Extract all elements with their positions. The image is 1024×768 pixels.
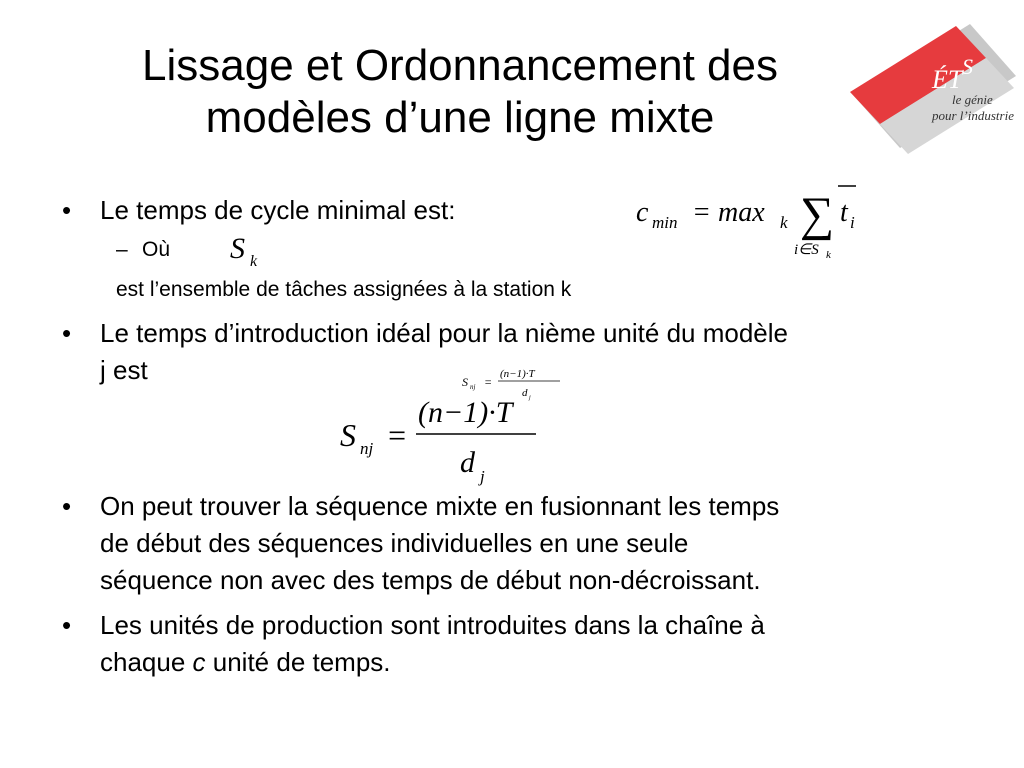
svg-text:i∈S: i∈S [794, 242, 819, 258]
bullet-marker: • [62, 195, 72, 225]
svg-text:k: k [780, 213, 788, 232]
line2-suffix: unité de temps. [205, 647, 391, 677]
title-line-2: modèles d’une ligne mixte [205, 93, 715, 142]
bullet-intro-time-line-2: j est [100, 355, 148, 385]
dash-marker: – [116, 238, 128, 261]
svg-text:j: j [480, 467, 485, 486]
svg-text:i: i [850, 213, 855, 232]
svg-text:max: max [718, 197, 765, 228]
svg-text:S: S [230, 232, 245, 265]
logo-tagline-1: le génie [952, 92, 993, 107]
line2-prefix: chaque [100, 647, 193, 677]
ets-logo [846, 18, 1022, 158]
station-task-set-text: est l’ensemble de tâches assignées à la station k [116, 278, 572, 301]
svg-text:(n−1)·T: (n−1)·T [500, 368, 535, 380]
svg-text:t: t [840, 197, 848, 228]
svg-text:(n−1)·T: (n−1)·T [418, 396, 513, 429]
bullet-mixed-seq-line-1: On peut trouver la séquence mixte en fusionnant les temps [100, 491, 780, 521]
svg-text:nj: nj [470, 383, 476, 391]
bullet-mixed-seq-line-3: séquence non avec des temps de début non-décroissant. [100, 565, 761, 595]
variable-c: c [192, 647, 206, 677]
svg-text:S: S [340, 417, 356, 453]
logo-text-sup: S [962, 54, 973, 79]
where-label: Où [142, 238, 171, 261]
svg-text:nj: nj [360, 439, 374, 458]
formula-snj [336, 394, 546, 488]
svg-text:k: k [826, 249, 831, 261]
svg-text:d: d [460, 446, 475, 479]
bullet-intro-time-line-1: Le temps d’introduction idéal pour la nième unité du modèle [100, 318, 788, 348]
svg-text:j: j [529, 395, 531, 401]
bullet-production-line-1: Les unités de production sont introduites dans la chaîne à [100, 610, 765, 640]
svg-text:=: = [386, 417, 408, 453]
formula-cmin [632, 176, 872, 266]
svg-text:d: d [522, 387, 528, 399]
logo-text-main: ÉT [932, 65, 963, 94]
svg-text:S: S [462, 375, 468, 389]
svg-text:c: c [636, 197, 649, 228]
slide-title [60, 40, 860, 144]
svg-text:=: = [484, 375, 493, 389]
formula-sk [226, 228, 276, 272]
svg-text:k: k [250, 253, 258, 270]
bullet-cycle-time: Le temps de cycle minimal est: [100, 195, 456, 225]
bullet-production-line-2 [100, 644, 391, 681]
bullet-marker: • [62, 610, 72, 640]
bullet-marker: • [62, 318, 72, 348]
title-line-1: Lissage et Ordonnancement des [142, 41, 778, 90]
svg-text:=: = [692, 197, 711, 228]
bullet-mixed-seq-line-2: de début des séquences individuelles en une seule [100, 528, 689, 558]
bullet-marker: • [62, 491, 72, 521]
logo-tagline-2: pour l’industrie [932, 108, 1014, 123]
svg-text:min: min [652, 213, 678, 232]
svg-text:∑: ∑ [800, 188, 835, 241]
